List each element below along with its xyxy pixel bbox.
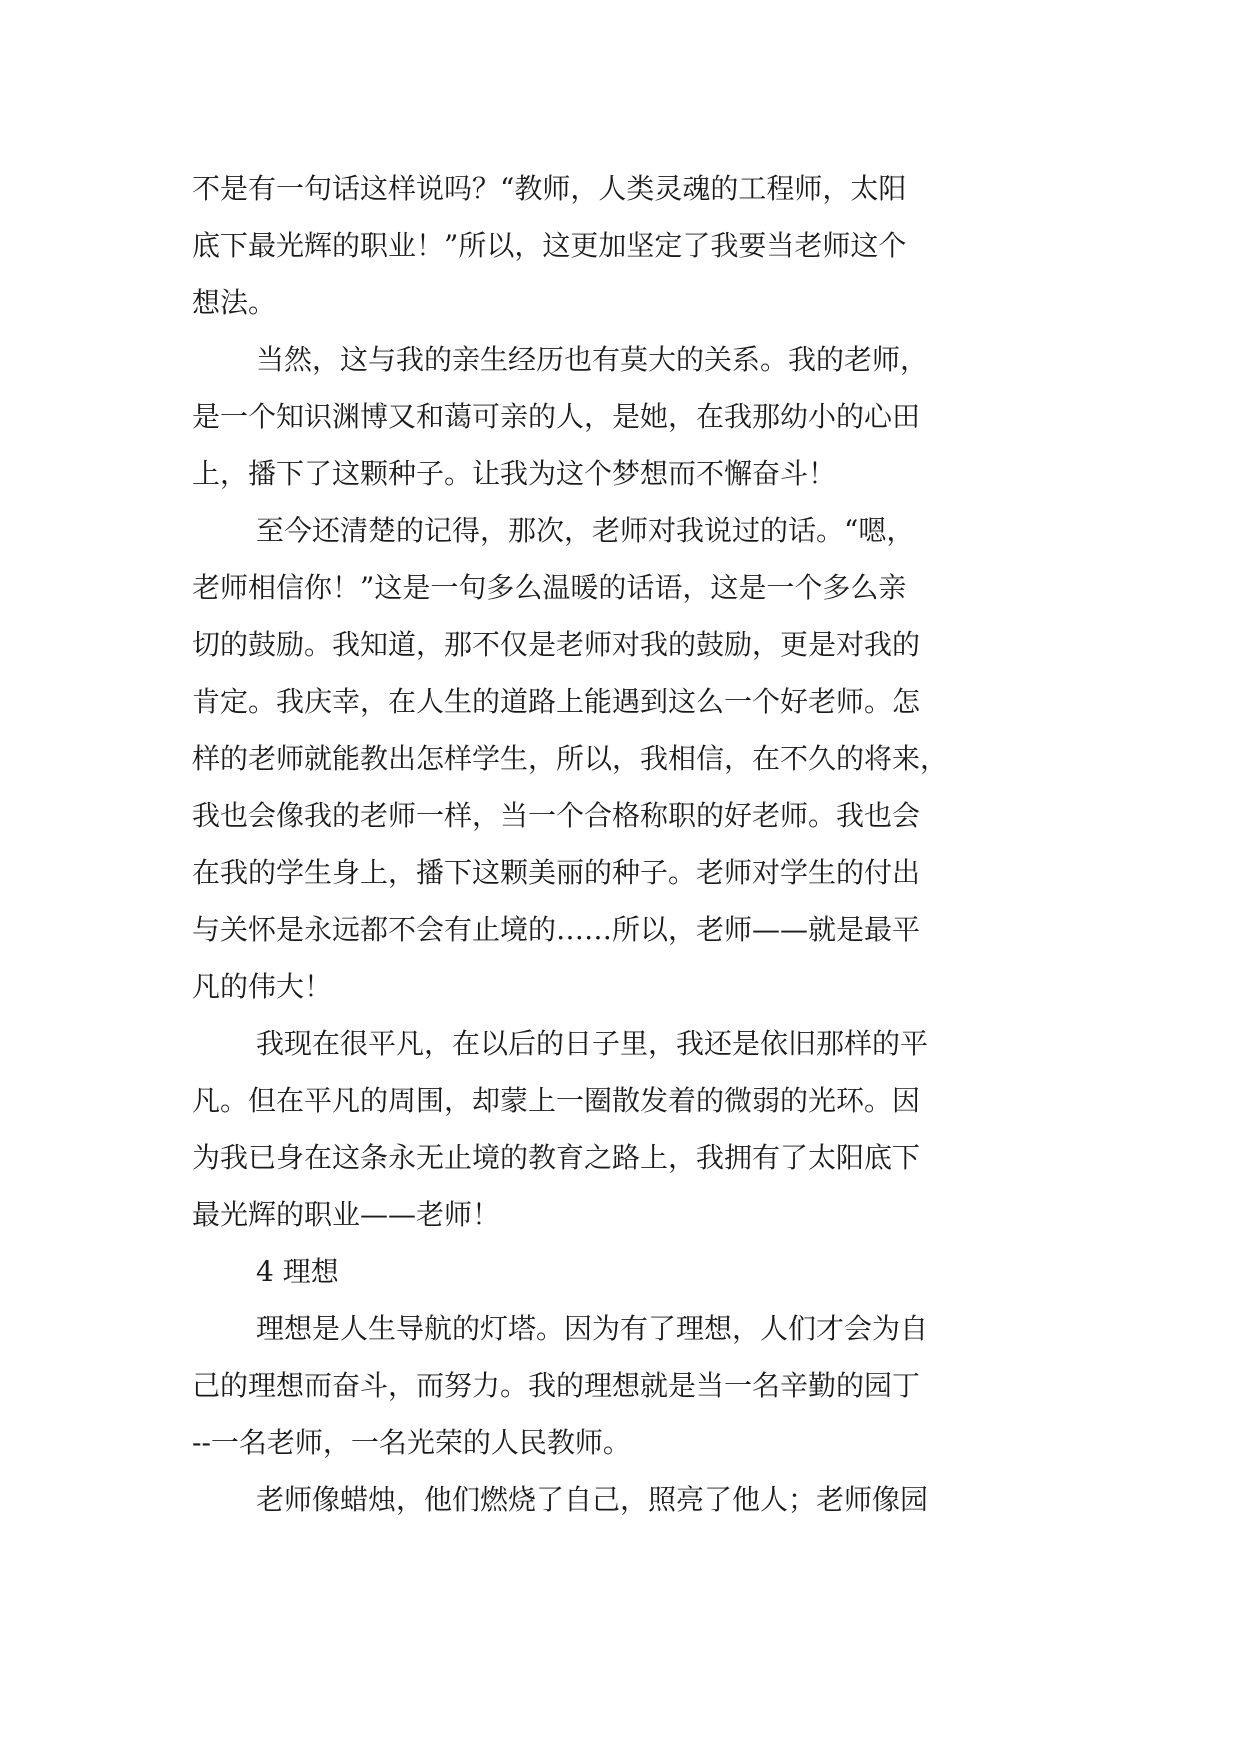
text-line: 切的鼓励。我知道，那不仅是老师对我的鼓励，更是对我的: [192, 628, 921, 661]
text-line: 为我已身在这条永无止境的教育之路上，我拥有了太阳底下: [192, 1141, 921, 1174]
text-line: 不是有一句话这样说吗？“教师，人类灵魂的工程师，太阳: [192, 172, 907, 205]
text-line: 是一个知识渊博又和蔼可亲的人，是她，在我那幼小的心田: [192, 400, 921, 433]
paragraph-start-line: 当然，这与我的亲生经历也有莫大的关系。我的老师，: [256, 343, 929, 376]
text-line: 肯定。我庆幸，在人生的道路上能遇到这么一个好老师。怎: [192, 685, 921, 718]
paragraph-start-line: 我现在很平凡，在以后的日子里，我还是依旧那样的平: [256, 1027, 929, 1060]
text-line: 最光辉的职业——老师！: [192, 1198, 501, 1231]
text-line: 样的老师就能教出怎样学生，所以，我相信，在不久的将来，: [192, 742, 949, 775]
text-line: 底下最光辉的职业！”所以，这更加坚定了我要当老师这个: [192, 229, 907, 262]
section-heading: 4 理想: [256, 1255, 339, 1288]
paragraph-start-line: 老师像蜡烛，他们燃烧了自己，照亮了他人；老师像园: [256, 1483, 929, 1516]
text-line: 己的理想而奋斗，而努力。我的理想就是当一名辛勤的园丁: [192, 1369, 921, 1402]
text-line: 在我的学生身上，播下这颗美丽的种子。老师对学生的付出: [192, 856, 921, 889]
text-line: 与关怀是永远都不会有止境的……所以，老师——就是最平: [192, 913, 921, 946]
text-line: 凡的伟大！: [192, 970, 333, 1003]
text-line: 凡。但在平凡的周围，却蒙上一圈散发着的微弱的光环。因: [192, 1084, 921, 1117]
text-line: 我也会像我的老师一样，当一个合格称职的好老师。我也会: [192, 799, 921, 832]
text-line: 想法。: [192, 286, 277, 319]
paragraph-start-line: 理想是人生导航的灯塔。因为有了理想，人们才会为自: [256, 1312, 929, 1345]
text-line: 上，播下了这颗种子。让我为这个梦想而不懈奋斗！: [192, 457, 837, 490]
text-line: 老师相信你！”这是一句多么温暖的话语，这是一个多么亲: [192, 571, 907, 604]
text-line: --一名老师，一名光荣的人民教师。: [192, 1426, 631, 1459]
paragraph-start-line: 至今还清楚的记得，那次，老师对我说过的话。“嗯，: [256, 514, 915, 547]
